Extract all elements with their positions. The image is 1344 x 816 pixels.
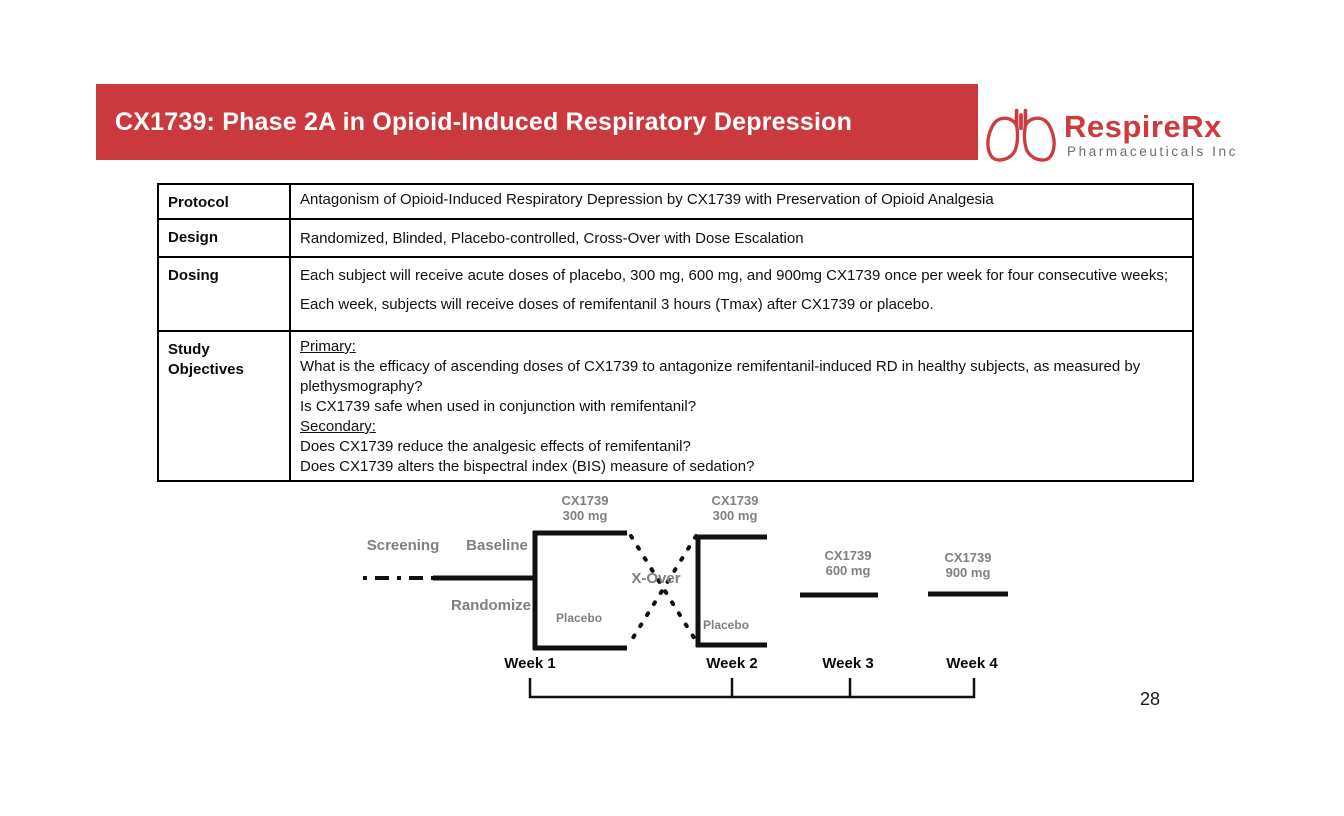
week4-label: Week 4: [946, 655, 998, 672]
week2-bottom-arm-label: Placebo: [703, 618, 750, 632]
crossover-label: X-Over: [631, 570, 681, 587]
slide-title: CX1739: Phase 2A in Opioid-Induced Respiratory Depression: [115, 107, 853, 136]
row-label-dosing: Dosing: [159, 258, 291, 330]
dosing-text: [291, 258, 1192, 330]
week2-label: Week 2: [706, 655, 758, 672]
secondary-question-2: Does CX1739 alters the bispectral index (BIS) measure of sedation?: [300, 458, 755, 475]
page-number: 28: [1139, 689, 1161, 709]
primary-heading: Primary:: [300, 338, 356, 355]
logo-text: [1064, 111, 1238, 159]
table-row-design: [159, 220, 1192, 258]
logo-subtitle: Pharmaceuticals Inc: [1067, 144, 1238, 159]
week3-label: Week 3: [822, 655, 874, 672]
week1-label: Week 1: [504, 655, 556, 672]
week1-drug: CX1739: [561, 493, 609, 508]
baseline-label: Baseline: [466, 537, 528, 554]
design-text: Randomized, Blinded, Placebo-controlled, Cross-Over with Dose Escalation: [300, 230, 804, 247]
week4-arm-label: [933, 550, 1003, 580]
objectives-text: [291, 332, 1192, 480]
week1-top-arm-label: [550, 493, 620, 523]
row-label-design: Design: [159, 220, 291, 256]
table-row-objectives: [159, 332, 1192, 480]
week3-dose: 600 mg: [825, 563, 871, 578]
study-design-diagram: [340, 480, 1030, 715]
week3-arm-label: [813, 548, 883, 578]
secondary-question-1: Does CX1739 reduce the analgesic effects of remifentanil?: [300, 438, 691, 455]
week-bracket: [530, 678, 974, 697]
week1-bottom-arm-label: Placebo: [556, 611, 603, 625]
randomize-label: Randomize: [450, 597, 531, 614]
table-row-dosing: [159, 258, 1192, 332]
row-label-protocol: Protocol: [159, 185, 291, 218]
diagram-lines: [340, 480, 1030, 715]
lungs-icon: [984, 106, 1058, 164]
dosing-paragraph-2: Each week, subjects will receive doses of remifentanil 3 hours (Tmax) after CX1739 or placebo.: [300, 296, 934, 313]
week2-top-arm-label: [700, 493, 770, 523]
title-banner: [96, 84, 978, 160]
protocol-text: Antagonism of Opioid-Induced Respiratory Depression by CX1739 with Preservation of Opioid Analgesia: [300, 191, 994, 208]
week3-drug: CX1739: [824, 548, 872, 563]
primary-question-1: What is the efficacy of ascending doses of CX1739 to antagonize remifentanil-induced RD in healthy subjects, as measured by plethysmography?: [300, 358, 1141, 395]
objectives-label-text: Study Objectives: [168, 341, 244, 378]
row-label-objectives: [159, 332, 291, 480]
week4-drug: CX1739: [944, 550, 992, 565]
dosing-paragraph-1: Each subject will receive acute doses of placebo, 300 mg, 600 mg, and 900mg CX1739 once per week for four consecutive weeks;: [300, 267, 1168, 284]
secondary-heading: Secondary:: [300, 418, 376, 435]
week2-dose: 300 mg: [712, 508, 758, 523]
table-row-protocol: [159, 185, 1192, 220]
company-logo: [984, 106, 1238, 164]
screening-label: Screening: [366, 537, 440, 554]
primary-question-2: Is CX1739 safe when used in conjunction with remifentanil?: [300, 398, 697, 415]
week2-drug: CX1739: [711, 493, 759, 508]
logo-brand-name: RespireRx: [1064, 109, 1222, 144]
week4-dose: 900 mg: [945, 565, 991, 580]
study-info-table: [157, 183, 1194, 482]
week1-dose: 300 mg: [562, 508, 608, 523]
